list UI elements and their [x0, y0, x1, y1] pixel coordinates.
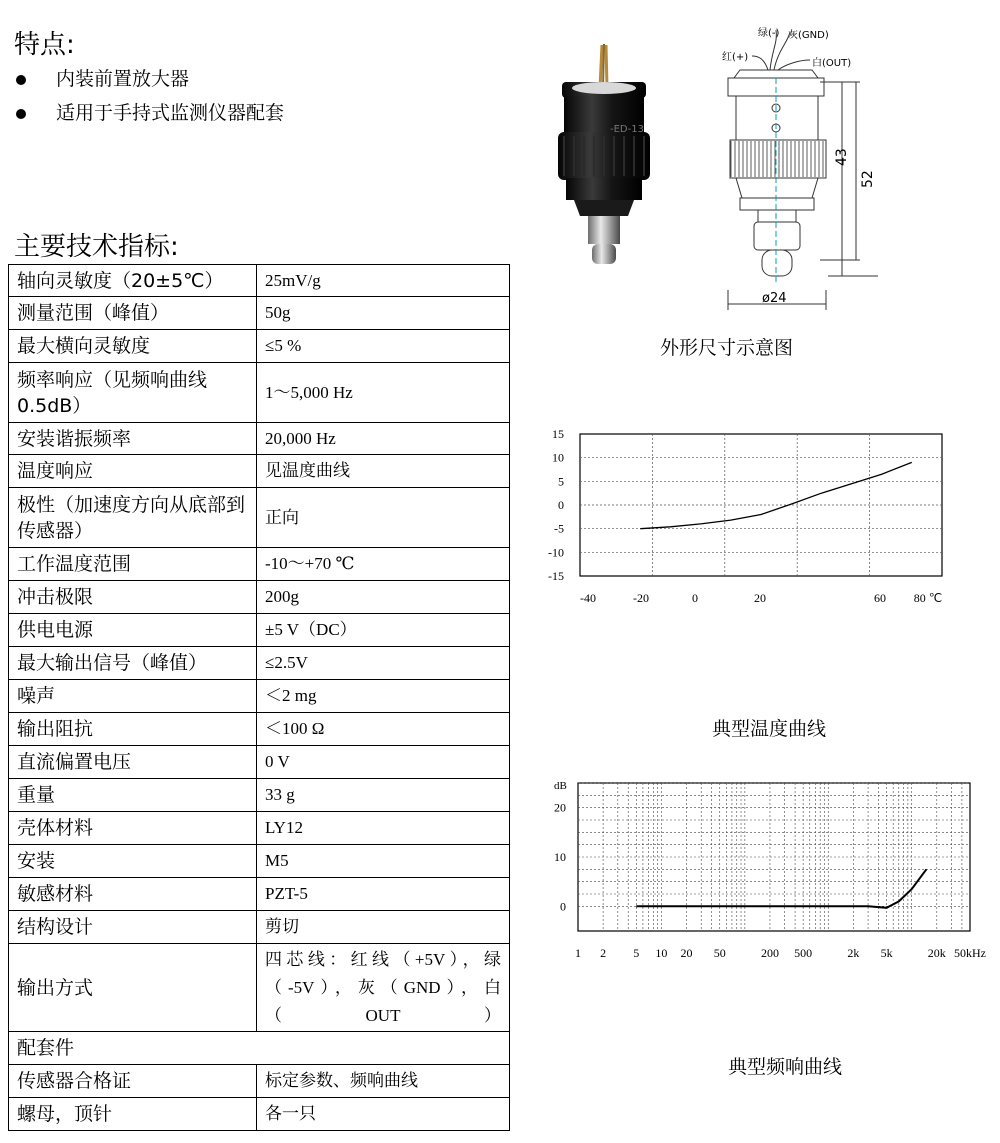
x-tick-label: 60	[874, 591, 886, 605]
spec-table	[8, 264, 510, 1131]
bullet-icon	[16, 75, 26, 85]
table-row: 螺母，顶针 各一只	[9, 1098, 510, 1131]
wire-label-white: 白(OUT)	[812, 58, 852, 69]
y-tick-label: 0	[560, 899, 566, 914]
x-tick-label: 20k	[927, 946, 946, 960]
feature-item: 内装前置放大器	[16, 64, 189, 91]
table-row: 最大输出信号（峰值） ≤2.5V	[9, 647, 510, 680]
x-tick-label: 5k	[880, 946, 893, 960]
frequency-chart-caption: 典型频响曲线	[728, 1056, 843, 1078]
table-row: 最大横向灵敏度 ≤5 %	[9, 330, 510, 363]
y-tick-label: -10	[548, 545, 564, 560]
table-row: 输出阻抗 ＜100 Ω	[9, 713, 510, 746]
y-tick-label: -5	[554, 521, 564, 536]
x-tick-label: 500	[794, 946, 813, 960]
wire-label-green: 绿(-)	[758, 28, 780, 39]
table-row: 敏感材料 PZT-5	[9, 878, 510, 911]
y-tick-label: 15	[552, 427, 564, 441]
table-row: 噪声 ＜2 mg	[9, 680, 510, 713]
x-tick-label: 0	[692, 591, 698, 605]
feature-item: 适用于手持式监测仪器配套	[16, 98, 284, 125]
x-tick-label: -20	[633, 591, 649, 605]
table-row: 输出方式 四芯线：红线（+5V），绿（-5V），灰（GND），白（OUT）	[9, 944, 510, 1032]
table-row: 结构设计 剪切	[9, 911, 510, 944]
temperature-chart	[530, 420, 970, 620]
y-axis-label: dB	[554, 780, 567, 792]
temperature-chart-caption: 典型温度曲线	[712, 718, 827, 740]
x-tick-label: 200	[760, 946, 779, 960]
frequency-series-line	[636, 869, 926, 908]
table-row: 冲击极限 200g	[9, 581, 510, 614]
y-tick-label: 10	[552, 450, 564, 465]
product-marking: -ED-13	[610, 124, 644, 135]
table-row: 传感器合格证 标定参数、频响曲线	[9, 1065, 510, 1098]
table-row: 重量 33 g	[9, 779, 510, 812]
y-tick-label: 10	[554, 850, 566, 864]
x-tick-label: -40	[580, 591, 596, 605]
table-row: 温度响应 见温度曲线	[9, 455, 510, 488]
dimension-52: 52	[860, 170, 876, 188]
table-row: 供电电源 ±5 V（DC）	[9, 614, 510, 647]
x-tick-label: 10	[655, 946, 668, 960]
y-tick-label: 0	[558, 498, 564, 512]
y-tick-label: 5	[558, 474, 564, 489]
wire-label-red: 红(+)	[722, 52, 749, 63]
table-row: 轴向灵敏度（20±5℃） 25mV/g	[9, 265, 510, 297]
y-tick-label: -15	[548, 569, 564, 583]
x-tick-label: 2	[600, 946, 607, 960]
dimension-diameter: ø24	[762, 291, 787, 306]
table-row	[9, 1032, 510, 1065]
wire-label-gray: 灰(GND)	[788, 30, 829, 41]
x-tick-label: 1	[575, 946, 581, 960]
features-title: 特点:	[14, 30, 75, 60]
bullet-icon	[16, 109, 26, 119]
temperature-series-line	[640, 462, 912, 528]
table-row: 直流偏置电压 0 V	[9, 746, 510, 779]
dimension-drawing	[700, 20, 890, 320]
x-tick-label: 20	[680, 946, 693, 960]
y-tick-label: 20	[554, 800, 566, 815]
accessories-header: 配套件	[9, 1032, 510, 1065]
product-photo	[550, 40, 660, 275]
specs-title: 主要技术指标:	[14, 232, 179, 262]
dimension-43: 43	[834, 148, 850, 166]
x-tick-label: 50	[713, 946, 726, 960]
x-tick-label: 50kHz	[954, 946, 986, 960]
table-row: 安装 M5	[9, 845, 510, 878]
table-row: 测量范围（峰值） 50g	[9, 297, 510, 330]
table-row: 工作温度范围 -10～+70 ℃	[9, 548, 510, 581]
table-row: 安装谐振频率 20,000 Hz	[9, 423, 510, 455]
x-tick-label: 80 ℃	[913, 591, 943, 605]
table-row: 壳体材料 LY12	[9, 812, 510, 845]
drawing-caption: 外形尺寸示意图	[660, 337, 794, 359]
x-tick-label: 20	[754, 591, 766, 605]
x-tick-label: 2k	[847, 946, 860, 960]
frequency-chart	[540, 775, 1000, 975]
table-row: 极性（加速度方向从底部到传感器） 正向	[9, 488, 510, 548]
x-tick-label: 5	[633, 946, 640, 960]
table-row: 频率响应（见频响曲线 0.5dB） 1～5,000 Hz	[9, 363, 510, 423]
